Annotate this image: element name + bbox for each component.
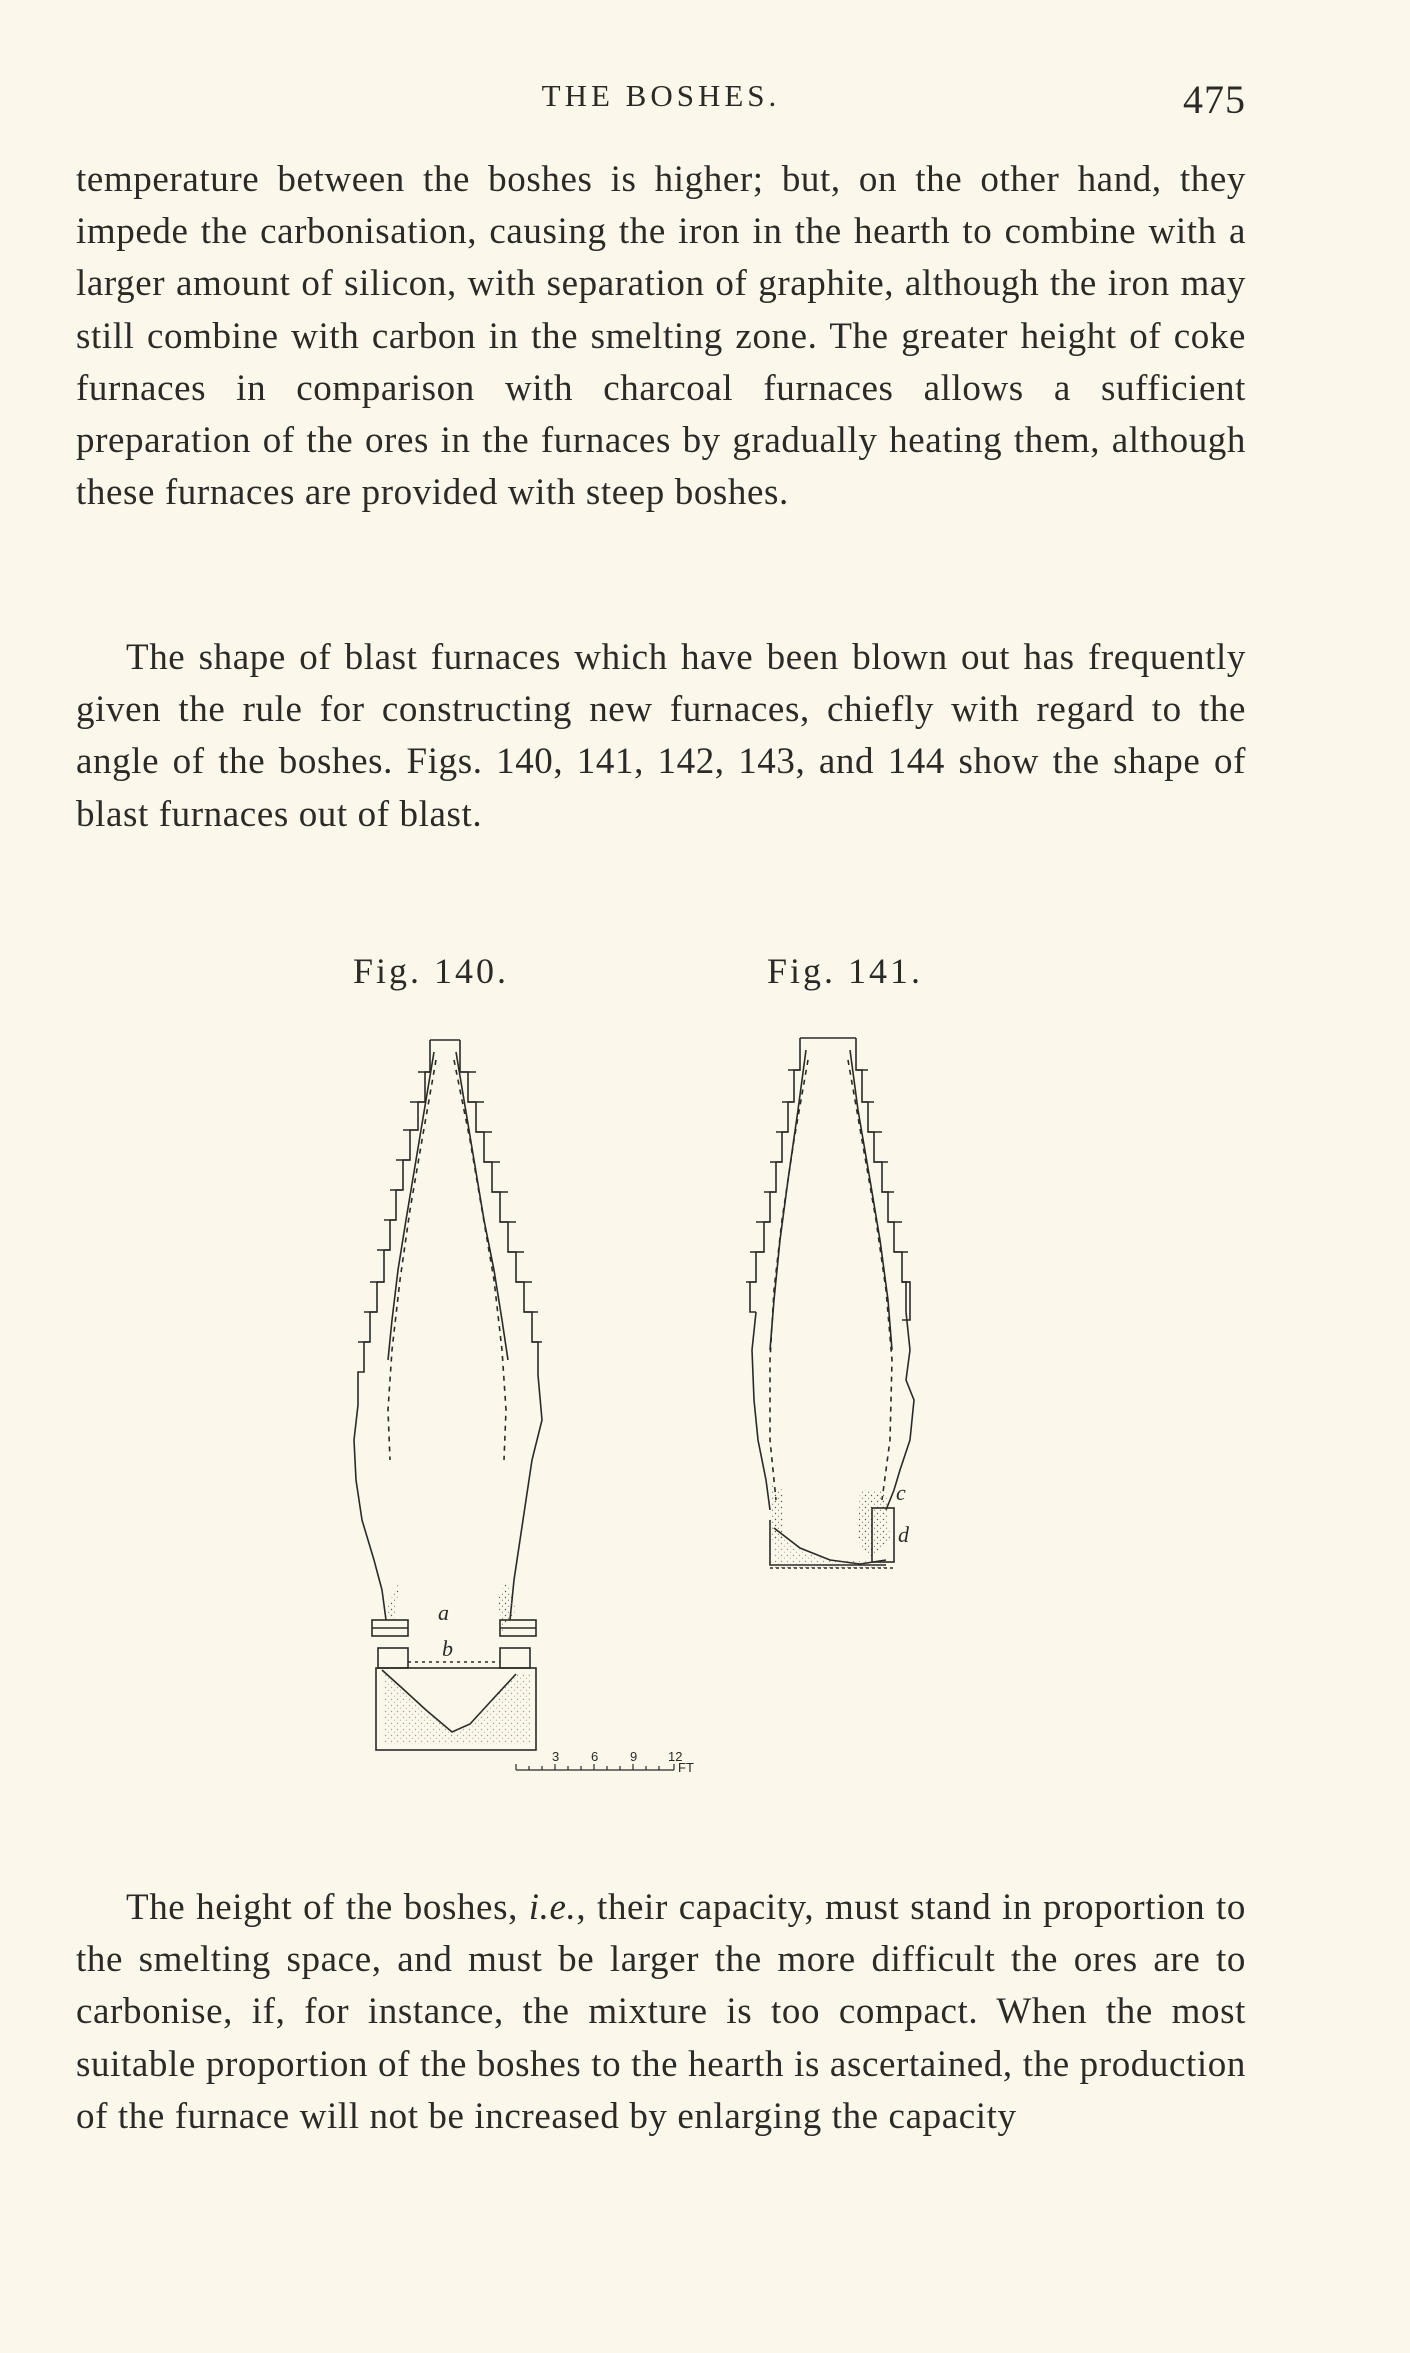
fig-141-label-d: d (898, 1522, 909, 1547)
fig-141-label-c: c (896, 1480, 906, 1505)
page-number: 475 (1183, 77, 1246, 122)
paragraph-3-italic: i.e. (528, 1887, 577, 1928)
fig-140-caption: Fig. 140. (353, 951, 510, 991)
running-head (76, 76, 1246, 126)
furnace-figures (330, 1020, 970, 1860)
fig-141-caption: Fig. 141. (767, 951, 924, 991)
fig-140-label-a: a (438, 1600, 449, 1625)
paragraph-3-rest: , their capacity, must stand in proportion to the smelting space, and must be larger the more difficult the ores are to carbonise, if, for instance, the mixture is too compact. When the most suitable proportion of the boshes to the hearth is ascertained, the production of the furnace will not be increased by enlarging the capacity (76, 1887, 1246, 2137)
scale-tick-9: 9 (630, 1749, 638, 1764)
paragraph-3-start: The height of the boshes, (126, 1887, 529, 1928)
running-title: THE BOSHES. (541, 78, 781, 113)
fig-140-left-wall (358, 1040, 430, 1405)
fig-140-right-wall (460, 1040, 538, 1375)
fig-140-label-b: b (442, 1636, 453, 1661)
scale-tick-6: 6 (591, 1749, 599, 1764)
fig-140-drawing (354, 1040, 542, 1750)
fig-141-right-wall (856, 1038, 906, 1312)
paragraph-1: temperature between the boshes is higher; but, on the other hand, they impede the carbonisation, causing the iron in the hearth to combine with a larger amount of silicon, with separation of graphite, although the iron may still combine with carbon in the smelting zone. The greater height of coke furnaces in comparison with charcoal furnaces allows a sufficient preparation of the ores in the furnaces by gradually heating them, although these furnaces are provided with steep boshes. (76, 159, 1246, 514)
paragraph-2: The shape of blast furnaces which have been blown out has frequently given the rule for constructing new furnaces, chiefly with regard to the angle of the boshes. Figs. 140, 141, 142, 143, and 144 show the shape of blast furnaces out of blast. (76, 637, 1246, 835)
scale-tick-12: 12 (668, 1749, 683, 1764)
scale-unit: FT (678, 1760, 694, 1775)
paragraph-3 (76, 1882, 1246, 2143)
scale-bar (516, 1749, 694, 1775)
fig-141-left-wall (750, 1038, 800, 1312)
fig-141-drawing (746, 1038, 914, 1568)
scale-tick-3: 3 (552, 1749, 560, 1764)
